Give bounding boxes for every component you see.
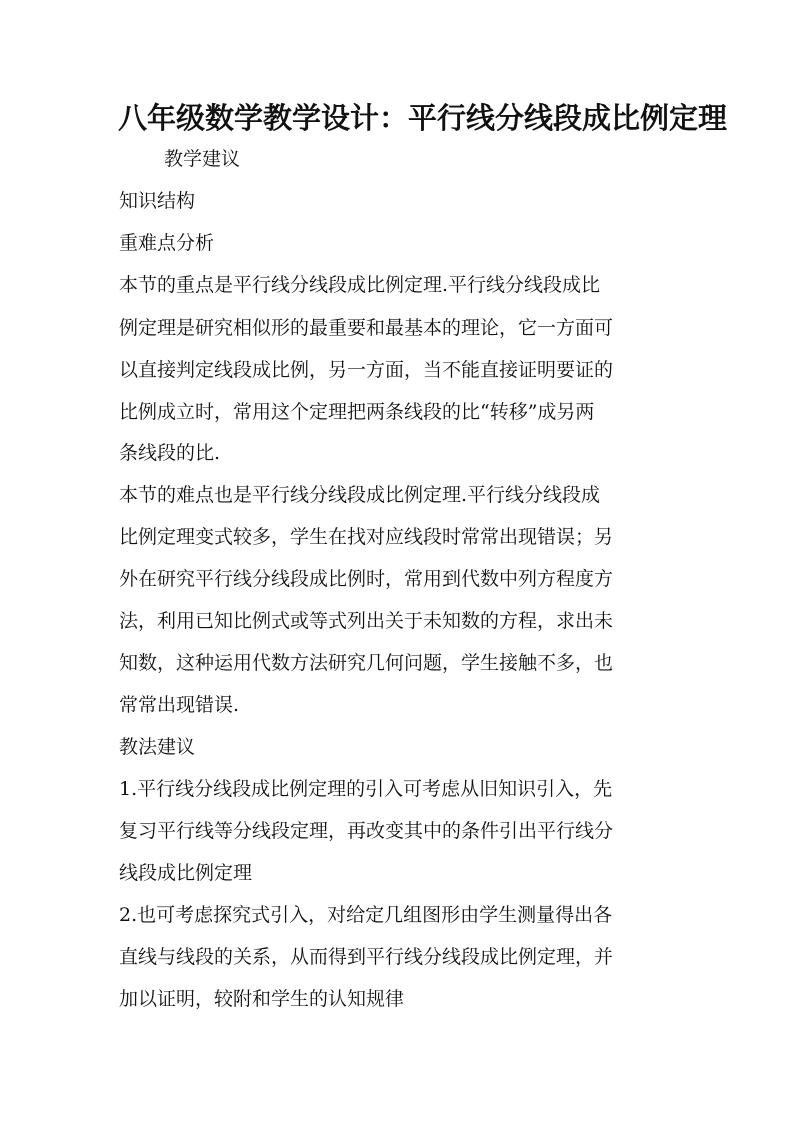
paragraph-difficulty-line: 法，利用已知比例式或等式列出关于未知数的方程，求出未 — [119, 610, 614, 632]
heading-key-difficulty: 重难点分析 — [119, 232, 215, 254]
paragraph-difficulty-line: 知数，这种运用代数方法研究几何问题，学生接触不多，也 — [119, 652, 614, 674]
method-item-2-line: 直线与线段的关系，从而得到平行线分线段成比例定理，并 — [119, 946, 614, 968]
method-item-2-line: 2.也可考虑探究式引入，对给定几组图形由学生测量得出各 — [119, 904, 613, 926]
heading-knowledge-structure: 知识结构 — [119, 190, 196, 212]
method-item-1-line: 线段成比例定理 — [119, 862, 253, 884]
method-item-1-line: 1.平行线分线段成比例定理的引入可考虑从旧知识引入，先 — [119, 778, 613, 800]
paragraph-key-line: 比例成立时，常用这个定理把两条线段的比“转移”成另两 — [119, 401, 595, 423]
paragraph-difficulty-line: 本节的难点也是平行线分线段成比例定理.平行线分线段成 — [119, 484, 601, 506]
method-item-1-line: 复习平行线等分线段定理，再改变其中的条件引出平行线分 — [119, 820, 614, 842]
paragraph-key-line: 本节的重点是平行线分线段成比例定理.平行线分线段成比 — [119, 274, 601, 296]
section-subtitle: 教学建议 — [164, 148, 241, 170]
paragraph-difficulty-line: 比例定理变式较多，学生在找对应线段时常常出现错误；另 — [119, 526, 614, 548]
paragraph-key-line: 以直接判定线段成比例，另一方面，当不能直接证明要证的 — [119, 359, 614, 381]
document-title: 八年级数学教学设计：平行线分线段成比例定理 — [118, 101, 728, 135]
heading-teaching-method: 教法建议 — [119, 736, 196, 758]
paragraph-difficulty-line: 常常出现错误. — [119, 694, 240, 716]
method-item-2-line: 加以证明，较附和学生的认知规律 — [119, 988, 405, 1010]
paragraph-key-line: 条线段的比. — [119, 442, 221, 464]
paragraph-key-line: 例定理是研究相似形的最重要和最基本的理论，它一方面可 — [119, 317, 614, 339]
paragraph-difficulty-line: 外在研究平行线分线段成比例时，常用到代数中列方程度方 — [119, 568, 614, 590]
